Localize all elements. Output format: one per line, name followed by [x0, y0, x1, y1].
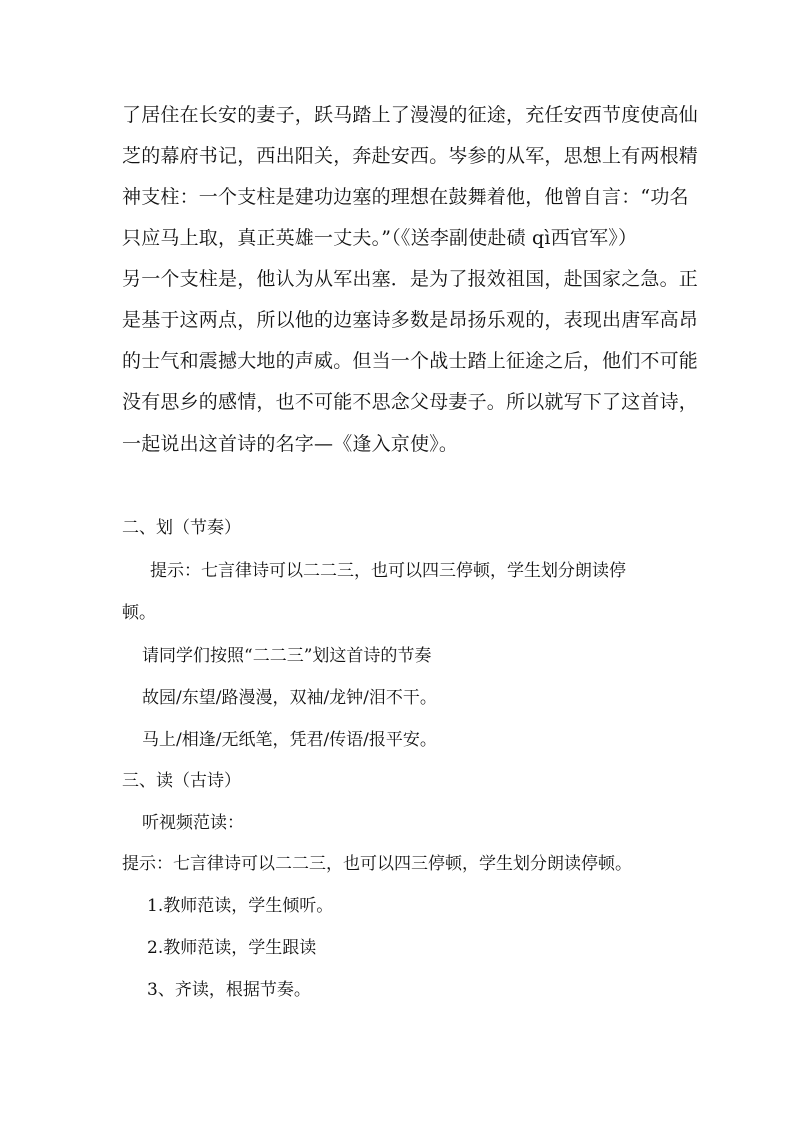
section3-hint: 提示：七言律诗可以二二三，也可以四三停顿，学生划分朗读停顿。: [122, 854, 632, 874]
section2-hint-line1: 提示：七言律诗可以二二三，也可以四三停顿，学生划分朗读停: [150, 561, 626, 581]
section2-hint-line2: 顿。: [122, 603, 156, 623]
paragraph-line-1: 了居住在长安的妻子，跃马踏上了漫漫的征途，充任安西节度使高仙: [122, 104, 699, 126]
poem-line-1: 故园/东望/路漫漫，双袖/龙钟/泪不干。: [142, 688, 437, 708]
section2-heading: 二、划（节奏）: [122, 518, 241, 538]
section3-heading: 三、读（古诗）: [122, 771, 241, 791]
paragraph-line-5: 另一个支柱是，他认为从军出塞．是为了报效祖国，赴国家之急。正: [122, 268, 699, 290]
step-3: 3、齐读，根据节奏。: [147, 980, 311, 1000]
paragraph-line-7: 的士气和震撼大地的声威。但当一个战士踏上征途之后，他们不可能: [122, 350, 699, 372]
section2-instruction: 请同学们按照“二二三”划这首诗的节奏: [142, 646, 432, 666]
paragraph-line-9: 一起说出这首诗的名字—《逢入京使》。: [122, 433, 459, 455]
step-2: 2.教师范读，学生跟读: [147, 938, 317, 958]
step-1: 1.教师范读，学生倾听。: [147, 896, 334, 916]
paragraph-line-3: 神支柱：一个支柱是建功边塞的理想在鼓舞着他，他曾自言：“功名: [122, 186, 689, 208]
paragraph-line-8: 没有思乡的感情，也不可能不思念父母妻子。所以就写下了这首诗，: [122, 391, 699, 413]
section3-video-line: 听视频范读：: [142, 813, 244, 833]
paragraph-line-4: 只应马上取，真正英雄一丈夫。”（《送李副使赴碛 qì西官军》）: [122, 227, 638, 249]
paragraph-line-2: 芝的幕府书记，西出阳关，奔赴安西。岑参的从军，思想上有两根精: [122, 145, 699, 167]
paragraph-line-6: 是基于这两点，所以他的边塞诗多数是昂扬乐观的，表现出唐军高昂: [122, 309, 699, 331]
poem-line-2: 马上/相逢/无纸笔，凭君/传语/报平安。: [142, 730, 437, 750]
